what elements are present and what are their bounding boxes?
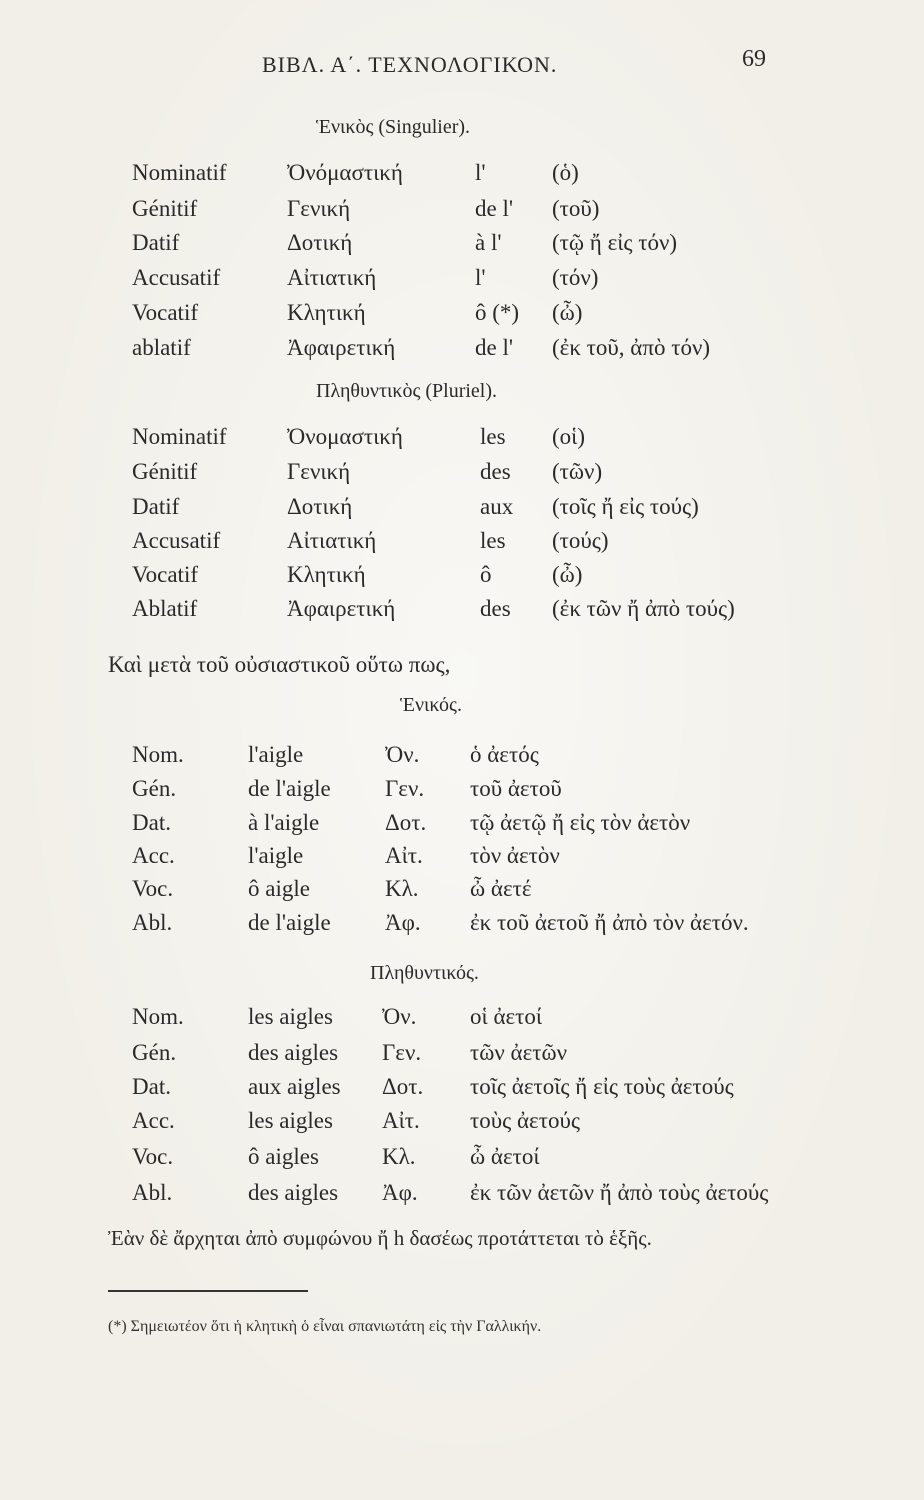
article-fr: ô [480, 562, 492, 587]
noun-fr: à l'aigle [248, 810, 320, 835]
noun-fr: ô aigle [248, 876, 310, 901]
section-title-article-plural: Πληθυντικὸς (Pluriel). [316, 380, 498, 402]
article-fr: l' [475, 265, 486, 290]
case-gr: Γενική [287, 196, 351, 221]
case-abbr-fr: Gén. [132, 1040, 177, 1065]
case-fr: ablatif [132, 335, 191, 360]
article-fr: les [480, 528, 506, 553]
case-abbr-fr: Abl. [132, 910, 173, 935]
case-gr: Κλητική [287, 300, 366, 325]
case-gr: Κλητική [287, 562, 366, 587]
footnote-rule [108, 1290, 308, 1292]
noun-gr: ὦ ἀετοί [470, 1144, 540, 1169]
article-gr: (ἐκ τῶν ἤ ἀπὸ τούς) [552, 596, 735, 621]
noun-fr: aux aigles [248, 1074, 341, 1099]
case-gr: Ἀφαιρετική [287, 335, 396, 360]
case-abbr-gr: Κλ. [382, 1144, 416, 1169]
case-abbr-fr: Dat. [132, 810, 171, 835]
noun-gr: τῷ ἀετῷ ἤ εἰς τὸν ἀετὸν [470, 810, 691, 835]
article-fr: les [480, 424, 506, 449]
footnote: (*) Σημειωτέον ὅτι ἡ κλητικὴ ὁ εἶναι σπανιωτάτη εἰς τὴν Γαλλικήν. [108, 1318, 542, 1335]
case-abbr-gr: Ἀφ. [385, 910, 421, 935]
article-fr: à l' [475, 230, 502, 255]
noun-fr: de l'aigle [248, 910, 331, 935]
article-fr: aux [480, 494, 514, 519]
article-gr: (οἱ) [552, 424, 586, 449]
case-gr: Γενική [287, 459, 351, 484]
case-fr: Vocatif [132, 562, 199, 587]
article-gr: (τῶν) [552, 459, 603, 484]
closing-line: Ἐὰν δὲ ἄρχηται ἀπὸ συμφώνου ἤ h δασέως προτάττεται τὸ ἑξῆς. [108, 1226, 652, 1250]
case-fr: Nominatif [132, 424, 227, 449]
article-gr: (τῷ ἤ εἰς τόν) [552, 230, 678, 255]
section-title-noun-plural: Πληθυντικός. [370, 962, 479, 984]
case-abbr-gr: Δοτ. [382, 1074, 424, 1099]
noun-fr: l'aigle [248, 843, 304, 868]
case-gr: Ὀνόμαστική [287, 160, 403, 185]
case-gr: Ὀνομαστική [287, 424, 403, 449]
noun-fr: ô aigles [248, 1144, 319, 1169]
case-fr: Vocatif [132, 300, 199, 325]
case-abbr-gr: Ὀν. [385, 742, 420, 767]
noun-fr: des aigles [248, 1040, 339, 1065]
case-abbr-fr: Acc. [132, 1108, 175, 1133]
noun-fr: les aigles [248, 1108, 333, 1133]
case-abbr-gr: Ὀν. [382, 1004, 417, 1029]
case-fr: Nominatif [132, 160, 227, 185]
article-fr: des [480, 596, 511, 621]
case-abbr-fr: Nom. [132, 742, 184, 767]
case-abbr-gr: Αἰτ. [385, 843, 423, 868]
case-fr: Ablatif [132, 596, 198, 621]
page-number: 69 [742, 46, 766, 72]
case-gr: Αἰτιατική [287, 528, 377, 553]
article-gr: (τόν) [552, 265, 599, 290]
noun-gr: τοῦ ἀετοῦ [470, 776, 562, 801]
noun-gr: οἱ ἀετοί [470, 1004, 543, 1029]
case-fr: Datif [132, 230, 180, 255]
case-abbr-fr: Voc. [132, 1144, 174, 1169]
noun-gr: ὦ ἀετέ [470, 876, 532, 901]
case-abbr-gr: Ἀφ. [382, 1180, 418, 1205]
case-abbr-fr: Voc. [132, 876, 174, 901]
noun-gr: ὁ ἀετός [470, 742, 539, 767]
case-abbr-gr: Γεν. [385, 776, 425, 801]
article-fr: de l' [475, 196, 513, 221]
noun-fr: des aigles [248, 1180, 339, 1205]
article-fr: des [480, 459, 511, 484]
noun-gr: τοὺς ἀετούς [470, 1108, 580, 1133]
case-gr: Ἀφαιρετική [287, 596, 396, 621]
article-gr: (ὦ) [552, 562, 583, 587]
article-fr: ô (*) [475, 300, 520, 325]
article-fr: l' [475, 160, 486, 185]
section-title-noun-singular: Ἑνικός. [400, 694, 462, 716]
case-fr: Datif [132, 494, 180, 519]
case-abbr-fr: Abl. [132, 1180, 173, 1205]
noun-fr: de l'aigle [248, 776, 331, 801]
noun-gr: τὸν ἀετὸν [470, 843, 560, 868]
noun-fr: l'aigle [248, 742, 304, 767]
article-gr: (ἐκ τοῦ, ἀπὸ τόν) [552, 335, 711, 360]
noun-fr: les aigles [248, 1004, 333, 1029]
article-gr: (ὁ) [552, 160, 579, 185]
section-title-article-singular: Ἑνικὸς (Singulier). [316, 116, 471, 138]
noun-gr: ἐκ τῶν ἀετῶν ἤ ἀπὸ τοὺς ἀετούς [470, 1180, 769, 1205]
noun-gr: τοῖς ἀετοῖς ἤ εἰς τοὺς ἀετούς [470, 1074, 734, 1099]
running-header: ΒΙΒΛ. Α΄. ΤΕΧΝΟΛΟΓΙΚΟΝ. [262, 52, 558, 77]
case-abbr-gr: Δοτ. [385, 810, 427, 835]
article-gr: (τοῖς ἤ εἰς τούς) [552, 494, 699, 519]
case-gr: Δοτική [287, 230, 353, 255]
case-fr: Génitif [132, 459, 198, 484]
noun-gr: τῶν ἀετῶν [470, 1040, 568, 1065]
article-gr: (τούς) [552, 528, 609, 553]
intro-line: Καὶ μετὰ τοῦ οὐσιαστικοῦ οὕτω πως, [108, 652, 451, 677]
case-gr: Δοτική [287, 494, 353, 519]
case-abbr-fr: Gén. [132, 776, 177, 801]
case-fr: Accusatif [132, 528, 221, 553]
noun-gr: ἐκ τοῦ ἀετοῦ ἤ ἀπὸ τὸν ἀετόν. [470, 910, 749, 935]
case-abbr-gr: Αἰτ. [382, 1108, 420, 1133]
case-abbr-gr: Κλ. [385, 876, 419, 901]
case-abbr-gr: Γεν. [382, 1040, 422, 1065]
case-gr: Αἰτιατική [287, 265, 377, 290]
article-fr: de l' [475, 335, 513, 360]
case-fr: Accusatif [132, 265, 221, 290]
case-abbr-fr: Nom. [132, 1004, 184, 1029]
case-fr: Génitif [132, 196, 198, 221]
case-abbr-fr: Acc. [132, 843, 175, 868]
article-gr: (τοῦ) [552, 196, 600, 221]
article-gr: (ὦ) [552, 300, 583, 325]
case-abbr-fr: Dat. [132, 1074, 171, 1099]
